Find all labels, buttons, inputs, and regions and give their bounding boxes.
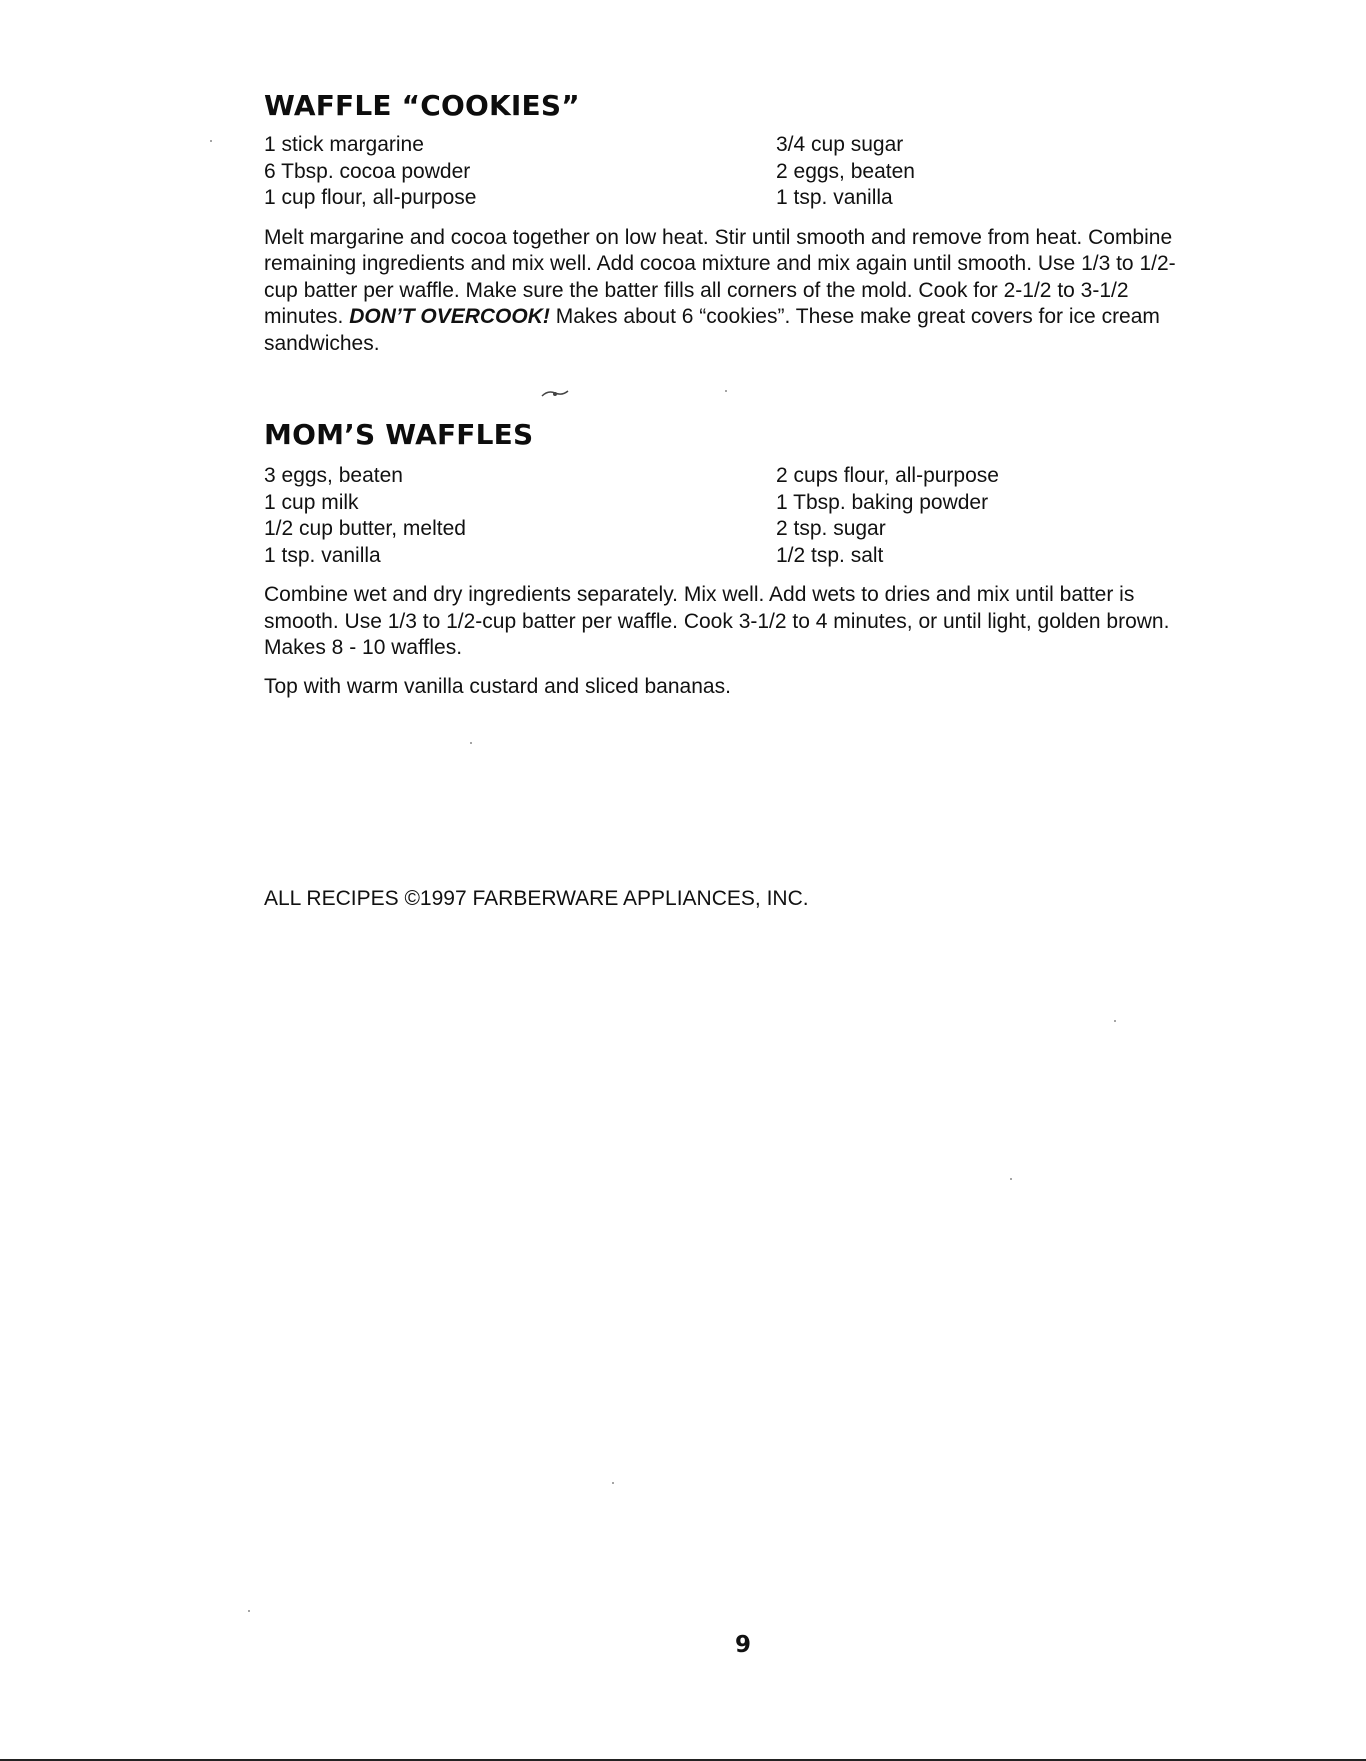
ingredient-item: 1/2 cup butter, melted [264, 517, 466, 540]
ingredient-item: 1 stick margarine [264, 133, 424, 156]
ingredient-item: 1 tsp. vanilla [264, 543, 381, 567]
serving-note: Top with warm vanilla custard and sliced bananas. [264, 674, 731, 698]
copyright-notice: ALL RECIPES ©1997 FARBERWARE APPLIANCES, INC. [264, 887, 809, 910]
page-content [264, 86, 1204, 700]
ingredient-item: 1 cup milk [264, 490, 359, 514]
ingredient-item: 3 eggs, beaten [264, 464, 403, 487]
ingredient-column-right [776, 463, 1176, 569]
ingredient-column-left [264, 463, 776, 569]
ornament-icon [540, 388, 570, 400]
ingredient-item: 2 eggs, beaten [776, 159, 915, 183]
recipe-waffle-cookies [264, 86, 1204, 357]
instructions-warning: DON’T OVERCOOK! [349, 305, 550, 328]
instructions-text: Makes about 6 “cookies”. These make great covers for ice cream sandwiches. [264, 305, 1160, 355]
ingredient-item: 3/4 cup sugar [776, 133, 904, 156]
instructions-text: Melt margarine and cocoa together on low heat. Stir until smooth and remove from heat. Combine remaining ingredients and mix well. Add cocoa mixture and mix again until smooth. Use 1/3 to 1/2-cup batter per waffle. Make sure the batter fills all corners of the mold. Cook for 2-1/2 to 3-1/2 minutes. [264, 225, 1176, 328]
ingredient-item: 1 tsp. vanilla [776, 186, 893, 209]
ingredient-item: 1/2 tsp. salt [776, 543, 884, 567]
recipe-moms-waffles [264, 415, 1204, 700]
ingredient-item: 6 Tbsp. cocoa powder [264, 159, 471, 183]
ingredient-item: 2 cups flour, all-purpose [776, 464, 999, 487]
recipe-title: WAFFLE “COOKIES” [264, 89, 580, 122]
ingredient-list [264, 463, 1204, 569]
recipe-instructions: Combine wet and dry ingredients separately. Mix well. Add wets to dries and mix until batter is smooth. Use 1/3 to 1/2-cup batter per waffle. Cook 3-1/2 to 4 minutes, or until light, golden brown. Makes 8 - 10 waffles. [264, 583, 1170, 659]
page-number: 9 [734, 1632, 751, 1658]
ingredient-column-right [776, 132, 1176, 212]
recipe-title: MOM’S WAFFLES [264, 418, 534, 451]
ingredient-item: 1 cup flour, all-purpose [264, 186, 477, 209]
ingredient-item: 2 tsp. sugar [776, 517, 886, 540]
ingredient-list [264, 132, 1204, 212]
ingredient-item: 1 Tbsp. baking powder [776, 490, 989, 514]
recipe-instructions [264, 225, 1204, 358]
ingredient-column-left [264, 132, 776, 212]
